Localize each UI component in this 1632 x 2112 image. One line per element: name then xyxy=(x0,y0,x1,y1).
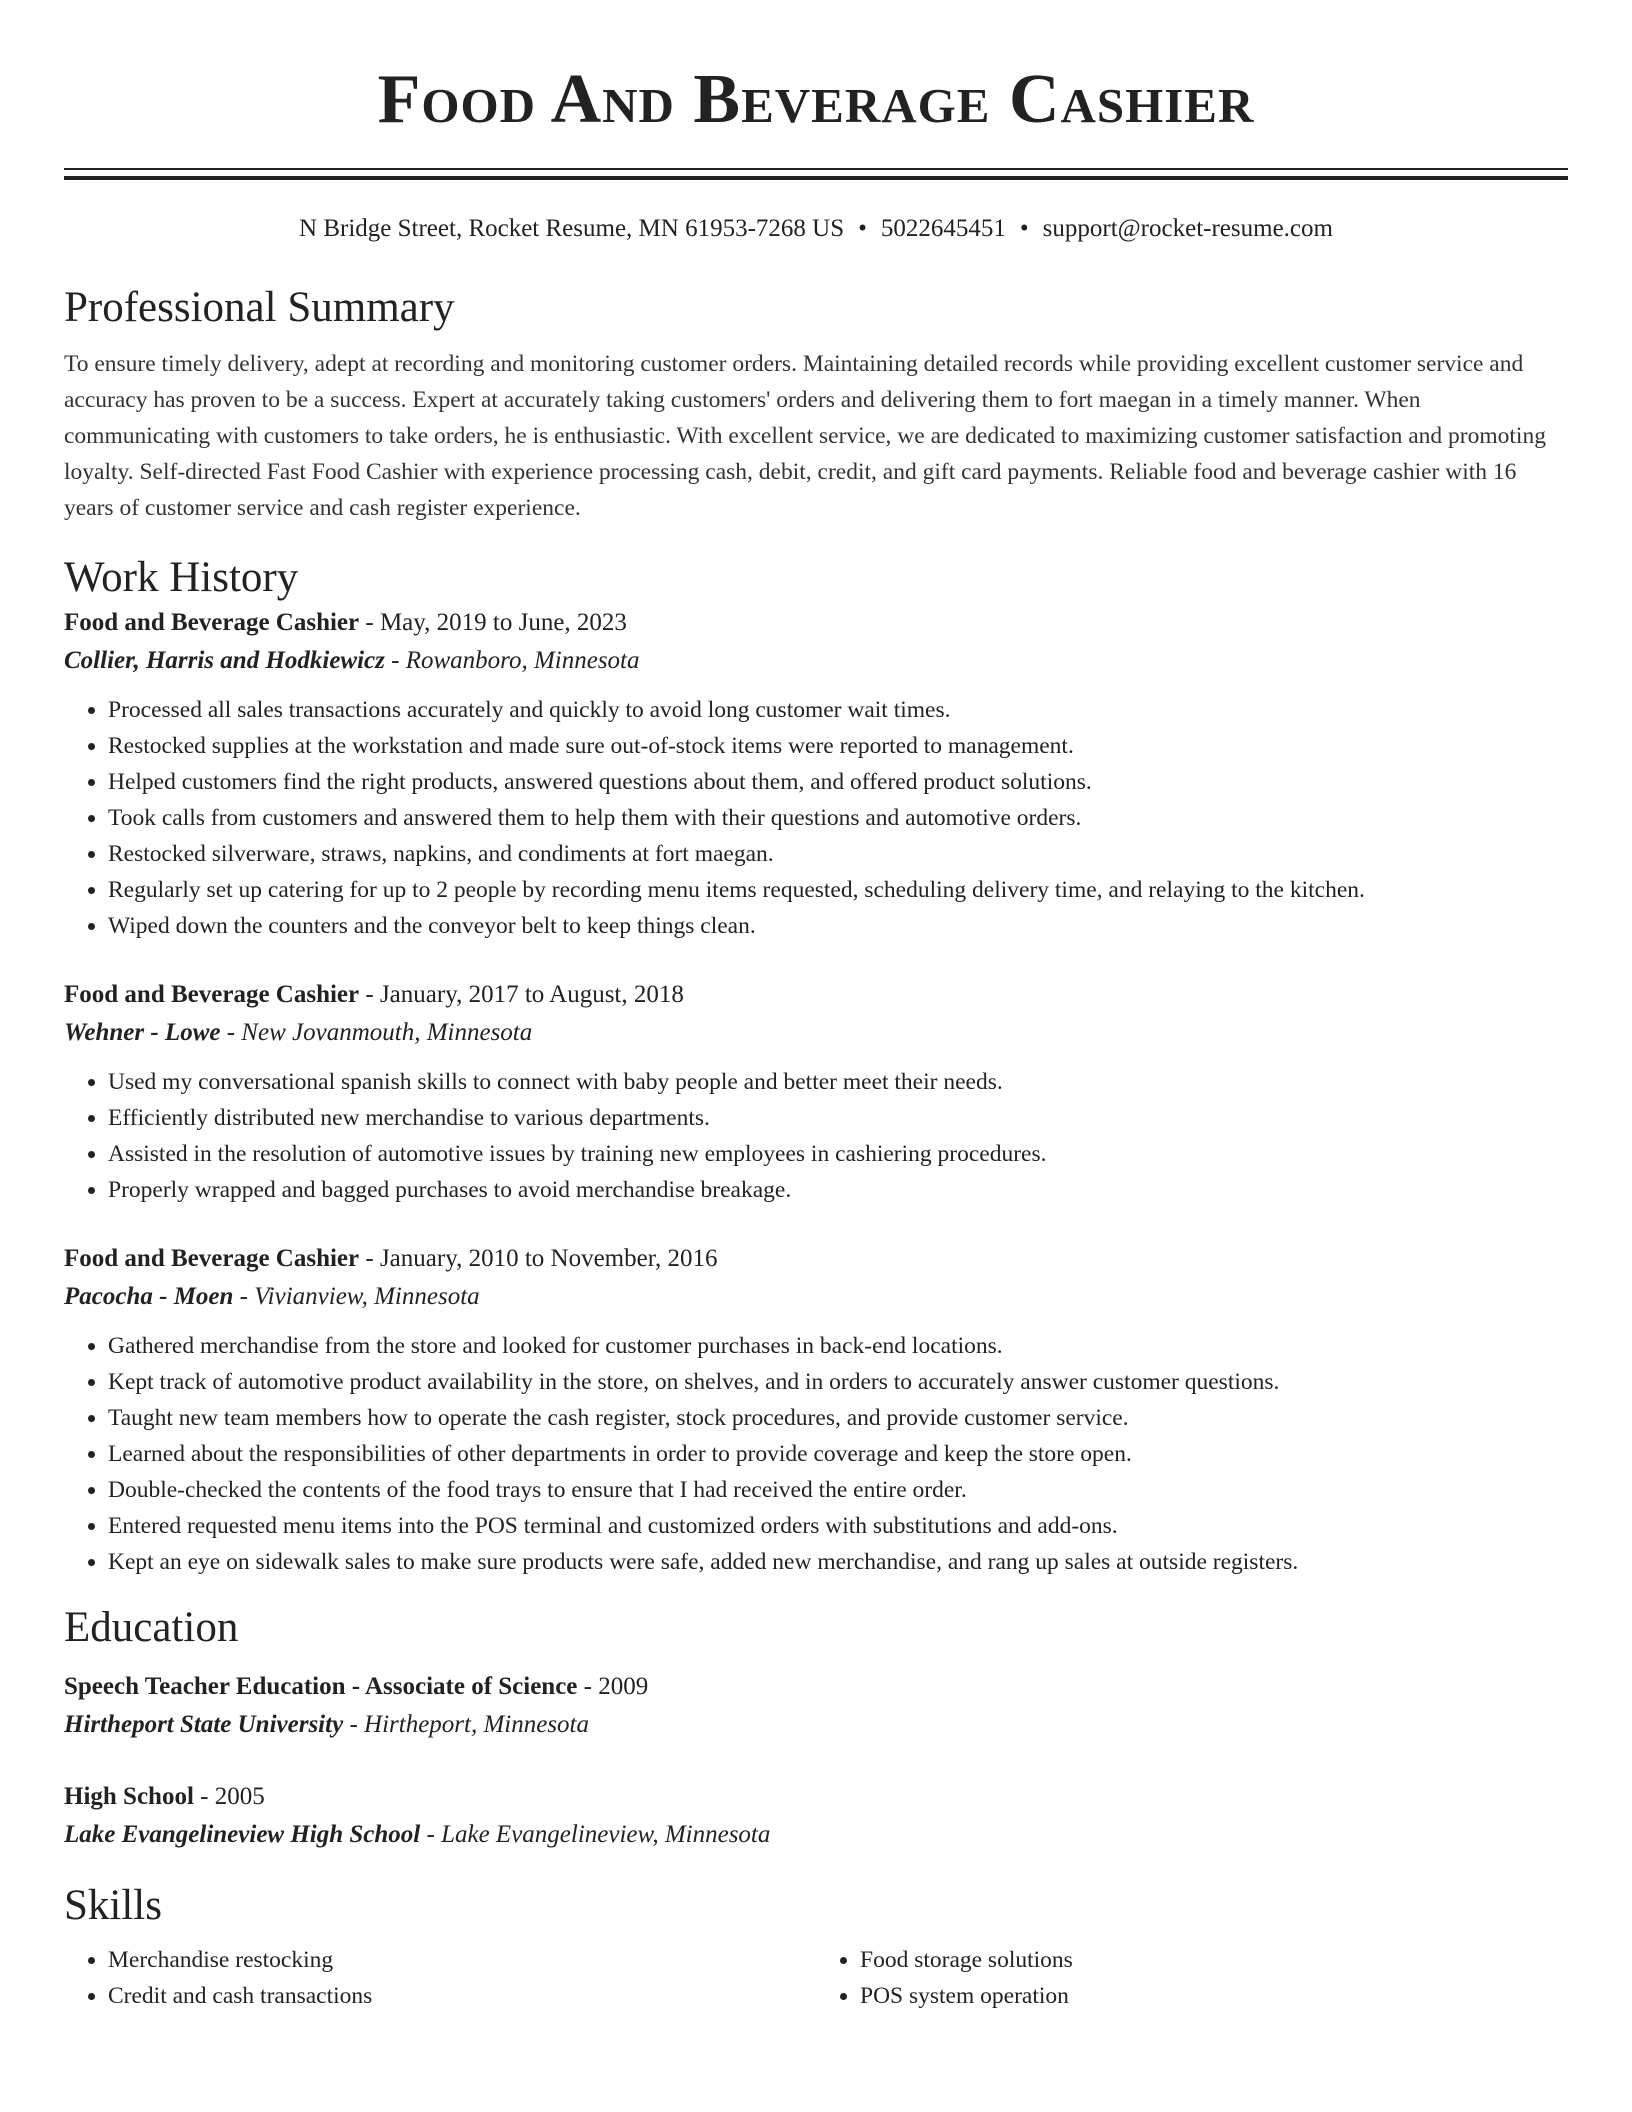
job-bullet: • Gathered merchandise from the store and looked for customer purchases in back-end locations. xyxy=(108,1328,1568,1364)
job-bullets xyxy=(64,1064,1568,1208)
job-bullet: • Kept track of automotive product availability in the store, on shelves, and in orders to accurately answer customer questions. xyxy=(108,1364,1568,1400)
job-bullet: • Restocked supplies at the workstation and made sure out-of-stock items were reported to management. xyxy=(108,728,1568,764)
education-entry xyxy=(64,1778,1568,1854)
skills-heading: Skills xyxy=(64,1882,162,1929)
job-bullet: • Helped customers find the right products, answered questions about them, and offered product solutions. xyxy=(108,764,1568,800)
resume-title: Food And Beverage Cashier xyxy=(377,61,1255,138)
job-title: Food and Beverage Cashier xyxy=(64,1245,360,1272)
job-bullet: • Properly wrapped and bagged purchases to avoid merchandise breakage. xyxy=(108,1172,1568,1208)
contact-phone: 5022645451 xyxy=(880,215,1006,242)
education-degree-line xyxy=(64,1778,1568,1816)
job-bullets xyxy=(64,692,1568,944)
job-company: Pacocha - Moen xyxy=(64,1283,234,1310)
education-year: - 2009 xyxy=(577,1673,649,1700)
job-location: - Vivianview, Minnesota xyxy=(233,1283,480,1310)
contact-email: support@rocket-resume.com xyxy=(1042,215,1333,242)
job-dates: - January, 2017 to August, 2018 xyxy=(359,981,684,1008)
skills-list xyxy=(64,1942,1568,2014)
education-entry xyxy=(64,1668,1568,1744)
job-bullet: • Used my conversational spanish skills to connect with baby people and better meet their needs. xyxy=(108,1064,1568,1100)
job-entry xyxy=(64,604,1568,944)
job-company-line xyxy=(64,642,1568,680)
skill-item: • Merchandise restocking xyxy=(108,1942,816,1978)
education-degree: Speech Teacher Education - Associate of Science xyxy=(64,1673,578,1700)
job-entry xyxy=(64,976,1568,1208)
skill-item: • Credit and cash transactions xyxy=(108,1978,816,2014)
job-location: - New Jovanmouth, Minnesota xyxy=(220,1019,533,1046)
skills-column-left xyxy=(64,1942,816,2014)
resume-page xyxy=(64,0,1568,2014)
header-rule-thick xyxy=(64,176,1568,180)
education-location: - Lake Evangelineview, Minnesota xyxy=(420,1821,771,1848)
job-bullets xyxy=(64,1328,1568,1580)
contact-separator: • xyxy=(1019,215,1029,242)
job-company-line xyxy=(64,1014,1568,1052)
work-history-heading: Work History xyxy=(64,554,299,601)
education-school-line xyxy=(64,1816,1568,1854)
job-bullet: • Learned about the responsibilities of other departments in order to provide coverage and keep the store open. xyxy=(108,1436,1568,1472)
education-degree: High School xyxy=(64,1783,194,1810)
job-bullet: • Assisted in the resolution of automotive issues by training new employees in cashiering procedures. xyxy=(108,1136,1568,1172)
job-title-line xyxy=(64,604,1568,642)
job-dates: - May, 2019 to June, 2023 xyxy=(359,609,627,636)
job-title-line xyxy=(64,1240,1568,1278)
contact-line xyxy=(64,212,1568,246)
job-bullet: • Taught new team members how to operate the cash register, stock procedures, and provide customer service. xyxy=(108,1400,1568,1436)
job-dates: - January, 2010 to November, 2016 xyxy=(359,1245,718,1272)
skill-item: • POS system operation xyxy=(860,1978,1568,2014)
job-bullet: • Double-checked the contents of the food trays to ensure that I had received the entire order. xyxy=(108,1472,1568,1508)
summary-heading: Professional Summary xyxy=(64,284,455,331)
work-history-list xyxy=(64,604,1568,1580)
summary-text: To ensure timely delivery, adept at recording and monitoring customer orders. Maintaining detailed records while providing excellent customer service and accuracy has proven to be a success. Expert at accurately taking customers' orders and delivering them to fort maegan in a timely manner. When communicating with customers to take orders, he is enthusiastic. With excellent service, we are dedicated to maximizing customer satisfaction and promoting loyalty. Self-directed Fast Food Cashier with experience processing cash, debit, credit, and gift card payments. Reliable food and beverage cashier with 16 years of customer service and cash register experience. xyxy=(64,351,1546,521)
job-bullet: • Wiped down the counters and the conveyor belt to keep things clean. xyxy=(108,908,1568,944)
job-bullet: • Took calls from customers and answered them to help them with their questions and automotive orders. xyxy=(108,800,1568,836)
education-location: - Hirtheport, Minnesota xyxy=(343,1711,590,1738)
job-bullet: • Processed all sales transactions accurately and quickly to avoid long customer wait times. xyxy=(108,692,1568,728)
job-bullet: • Kept an eye on sidewalk sales to make sure products were safe, added new merchandise, and rang up sales at outside registers. xyxy=(108,1544,1568,1580)
job-bullet: • Restocked silverware, straws, napkins, and condiments at fort maegan. xyxy=(108,836,1568,872)
job-company: Wehner - Lowe xyxy=(64,1019,221,1046)
job-company-line xyxy=(64,1278,1568,1316)
education-school-line xyxy=(64,1706,1568,1744)
skill-item: • Food storage solutions xyxy=(860,1942,1568,1978)
job-bullet: • Regularly set up catering for up to 2 people by recording menu items requested, scheduling delivery time, and relaying to the kitchen. xyxy=(108,872,1568,908)
job-bullet: • Entered requested menu items into the POS terminal and customized orders with substitutions and add-ons. xyxy=(108,1508,1568,1544)
education-school: Lake Evangelineview High School xyxy=(64,1821,421,1848)
contact-separator: • xyxy=(858,215,867,242)
education-school: Hirtheport State University xyxy=(64,1711,344,1738)
job-title-line xyxy=(64,976,1568,1014)
job-location: - Rowanboro, Minnesota xyxy=(384,647,640,674)
job-title: Food and Beverage Cashier xyxy=(64,981,360,1008)
contact-address: N Bridge Street, Rocket Resume, MN 61953-7268 US xyxy=(299,215,845,242)
education-degree-line xyxy=(64,1668,1568,1706)
skills-column-right xyxy=(816,1942,1568,2014)
job-title: Food and Beverage Cashier xyxy=(64,609,360,636)
education-year: - 2005 xyxy=(193,1783,265,1810)
job-bullet: • Efficiently distributed new merchandise to various departments. xyxy=(108,1100,1568,1136)
header-rule-thin xyxy=(64,168,1568,170)
education-heading: Education xyxy=(64,1604,239,1651)
job-entry xyxy=(64,1240,1568,1580)
job-company: Collier, Harris and Hodkiewicz xyxy=(64,647,385,674)
